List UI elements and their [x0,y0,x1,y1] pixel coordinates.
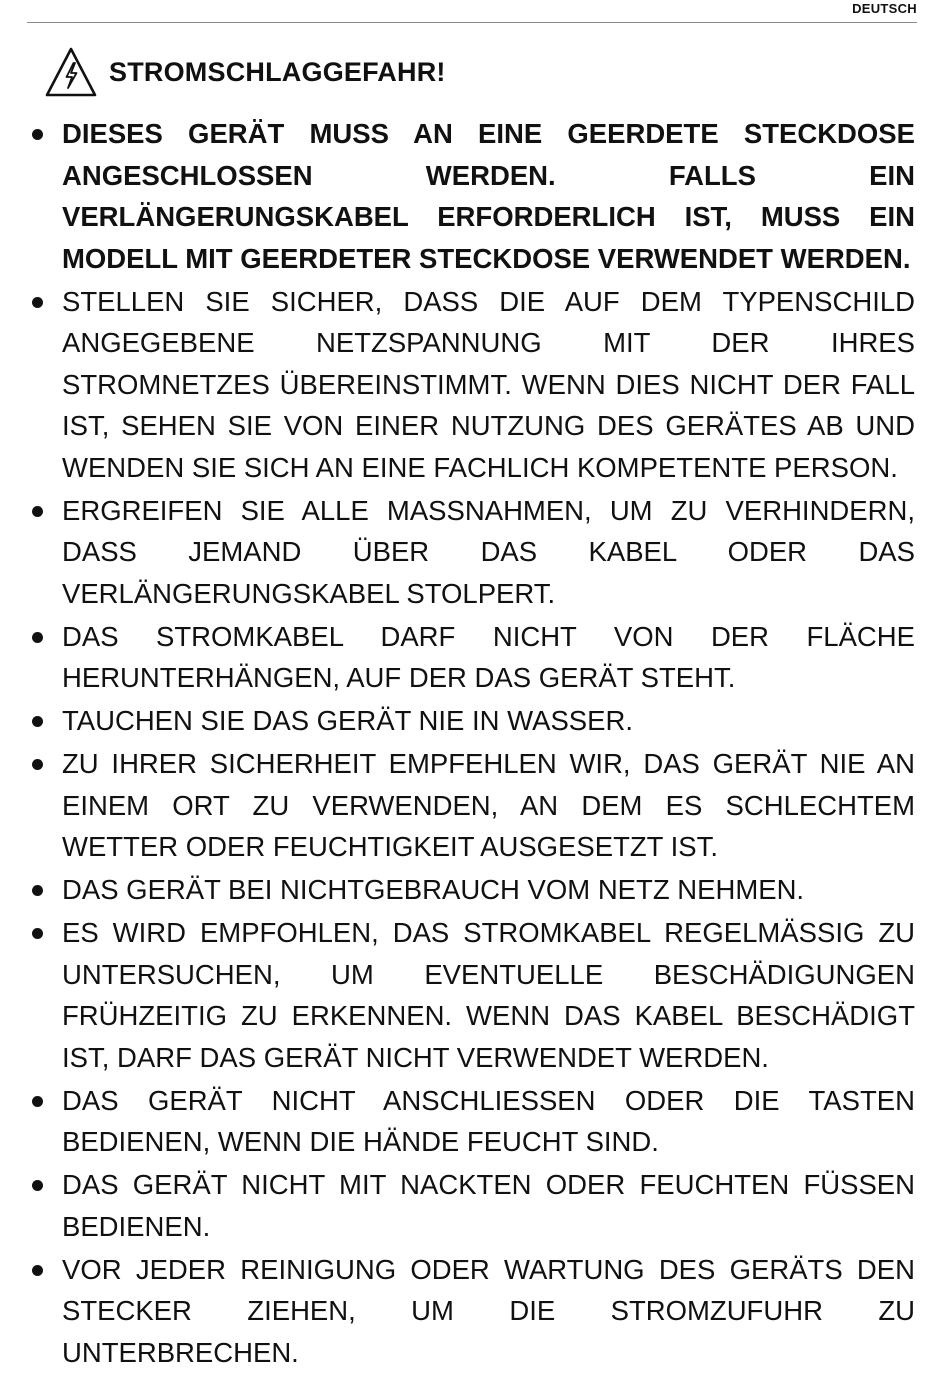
bullet-icon [32,1096,43,1107]
list-item-text: STELLEN SIE SICHER, DASS DIE AUF DEM TYPENSCHILD ANGEGEBENE NETZSPANNUNG MIT DER IHRES STROMNETZES ÜBEREINSTIMMT. WENN DIES NICHT DER FALL IST, SEHEN SIE VON EINER NUTZUNG DES GERÄTES AB UND WENDEN SIE SICH AN EINE FACHLICH KOMPETENTE PERSON. [62,285,915,483]
list-item-text: DAS GERÄT BEI NICHTGEBRAUCH VOM NETZ NEHMEN. [62,874,805,905]
bullet-icon [32,885,43,896]
list-item-text: ZU IHRER SICHERHEIT EMPFEHLEN WIR, DAS GERÄT NIE AN EINEM ORT ZU VERWENDEN, AN DEM ES SCHLECHTEM WETTER ODER FEUCHTIGKEIT AUSGESETZT IST. [62,748,915,862]
list-item-text: DAS GERÄT NICHT MIT NACKTEN ODER FEUCHTEN FÜSSEN BEDIENEN. [62,1169,915,1242]
bullet-icon [32,716,43,727]
instruction-list [27,113,915,1375]
list-item [27,1080,915,1163]
list-item [27,1164,915,1247]
list-item [27,1249,915,1374]
bullet-icon [32,297,43,308]
list-item [27,113,915,279]
list-item-text: ERGREIFEN SIE ALLE MASSNAHMEN, UM ZU VERHINDERN, DASS JEMAND ÜBER DAS KABEL ODER DAS VERLÄNGERUNGSKABEL STOLPERT. [62,494,915,609]
list-item-text: TAUCHEN SIE DAS GERÄT NIE IN WASSER. [62,705,633,736]
list-item-text: DAS GERÄT NICHT ANSCHLIESSEN ODER DIE TASTEN BEDIENEN, WENN DIE HÄNDE FEUCHT SIND. [62,1084,915,1157]
list-item [27,912,915,1078]
language-label: DEUTSCH [852,1,917,16]
list-item [27,743,915,868]
bullet-icon [32,928,43,939]
bullet-icon [32,506,43,517]
electric-shock-warning-icon [44,46,98,98]
list-item-text: DAS STROMKABEL DARF NICHT VON DER FLÄCHE HERUNTERHÄNGEN, AUF DER DAS GERÄT STEHT. [62,620,915,693]
list-item [27,700,915,742]
list-item [27,869,915,911]
bullet-icon [32,632,43,643]
list-item [27,490,915,615]
bullet-icon [32,1265,43,1276]
list-item-text: ES WIRD EMPFOHLEN, DAS STROMKABEL REGELMÄSSIG ZU UNTERSUCHEN, UM EVENTUELLE BESCHÄDIGUNGEN FRÜHZEITIG ZU ERKENNEN. WENN DAS KABEL BESCHÄDIGT IST, DARF DAS GERÄT NICHT VERWENDET WERDEN. [62,917,915,1073]
warning-heading [44,46,446,98]
warning-title: STROMSCHLAGGEFAHR! [109,56,446,87]
bullet-icon [32,1180,43,1191]
list-item-text: DIESES GERÄT MUSS AN EINE GEERDETE STECKDOSE ANGESCHLOSSEN WERDEN. FALLS EIN VERLÄNGERUNGSKABEL ERFORDERLICH IST, MUSS EIN MODELL MIT GEERDETER STECKDOSE VERWENDET WERDEN. [62,118,915,274]
bullet-icon [32,129,43,140]
list-item-text: VOR JEDER REINIGUNG ODER WARTUNG DES GERÄTS DEN STECKER ZIEHEN, UM DIE STROMZUFUHR ZU UNTERBRECHEN. [62,1253,915,1368]
page-header [27,0,917,23]
bullet-icon [32,759,43,770]
list-item [27,616,915,699]
list-item [27,281,915,489]
